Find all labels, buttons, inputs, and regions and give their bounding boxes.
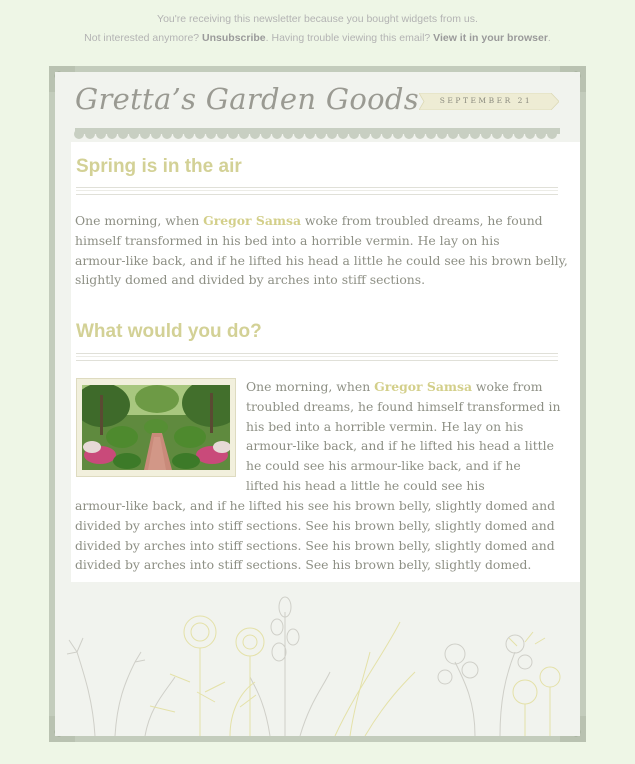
section-divider xyxy=(76,353,558,361)
body-line xyxy=(246,417,523,437)
body-line xyxy=(246,436,554,456)
botanical-illustration xyxy=(55,582,580,736)
body-text: divided by arches into stiff sections. See his brown belly, slightly domed and xyxy=(75,517,555,533)
body-text: One morning, when xyxy=(75,213,204,228)
view-in-browser-link[interactable]: View it in your browser xyxy=(433,32,548,44)
body-line xyxy=(75,231,500,251)
body-line xyxy=(246,456,521,476)
body-text: himself transformed in his bed into a horrible vermin. He lay on his xyxy=(75,232,500,248)
body-text: slightly domed and divided by arches into stiff sections. xyxy=(75,272,426,288)
unsubscribe-link[interactable]: Unsubscribe xyxy=(202,32,266,44)
preheader-text: Not interested anymore? xyxy=(84,32,203,44)
body-line xyxy=(75,555,531,575)
body-line xyxy=(75,516,555,536)
body-line xyxy=(246,377,543,397)
body-text: he could see his armour-like back, and if he xyxy=(246,458,521,474)
preheader-notice: You're receiving this newsletter because you bought widgets from us. xyxy=(157,13,478,25)
body-text: lifted his head a little he could see his xyxy=(246,478,485,493)
body-text: his bed into a horrible vermin. He lay on his xyxy=(246,418,524,434)
newsletter-header xyxy=(55,72,580,136)
body-text: divided by arches into stiff sections. See his brown belly, slightly domed. xyxy=(75,557,532,573)
body-text: troubled dreams, he found himself transformed in xyxy=(246,398,561,414)
body-line xyxy=(246,476,485,496)
newsletter-title: Gretta’s Garden Goods xyxy=(75,82,419,116)
body-line xyxy=(246,397,561,417)
body-line xyxy=(75,270,425,290)
issue-date: SEPTEMBER 21 xyxy=(439,96,533,105)
content-area xyxy=(71,142,580,582)
body-text: divided by arches into stiff sections. See his brown belly, slightly domed and xyxy=(75,537,555,553)
garden-image xyxy=(82,385,230,470)
body-text: woke from troubled dreams, he found xyxy=(300,213,543,228)
body-line xyxy=(75,251,568,271)
body-text: armour-like back, and if he lifted his head a little xyxy=(246,438,554,454)
article-heading: What would you do? xyxy=(76,321,262,342)
body-text: armour-like back, and if he lifted his head a little he could see his brown belly, xyxy=(75,252,568,268)
article-heading: Spring is in the air xyxy=(76,156,242,177)
body-line xyxy=(75,211,543,231)
scallop-border xyxy=(55,128,580,142)
preheader-links-line xyxy=(0,32,635,44)
preheader-text: . xyxy=(547,32,551,44)
body-text: One morning, when xyxy=(246,379,375,394)
highlighted-name: Gregor Samsa xyxy=(203,213,301,228)
highlighted-name: Gregor Samsa xyxy=(374,379,472,394)
body-line xyxy=(75,536,555,556)
newsletter-frame xyxy=(49,66,586,742)
body-text: armour-like back, and if he lifted his see his brown belly, slightly domed and xyxy=(75,498,556,513)
preheader-text: . Having trouble viewing this email? xyxy=(265,32,434,44)
body-text: woke from xyxy=(471,379,543,394)
body-line xyxy=(75,496,555,516)
newsletter-paper xyxy=(55,72,580,736)
garden-photo xyxy=(76,378,236,477)
section-divider xyxy=(76,187,558,195)
